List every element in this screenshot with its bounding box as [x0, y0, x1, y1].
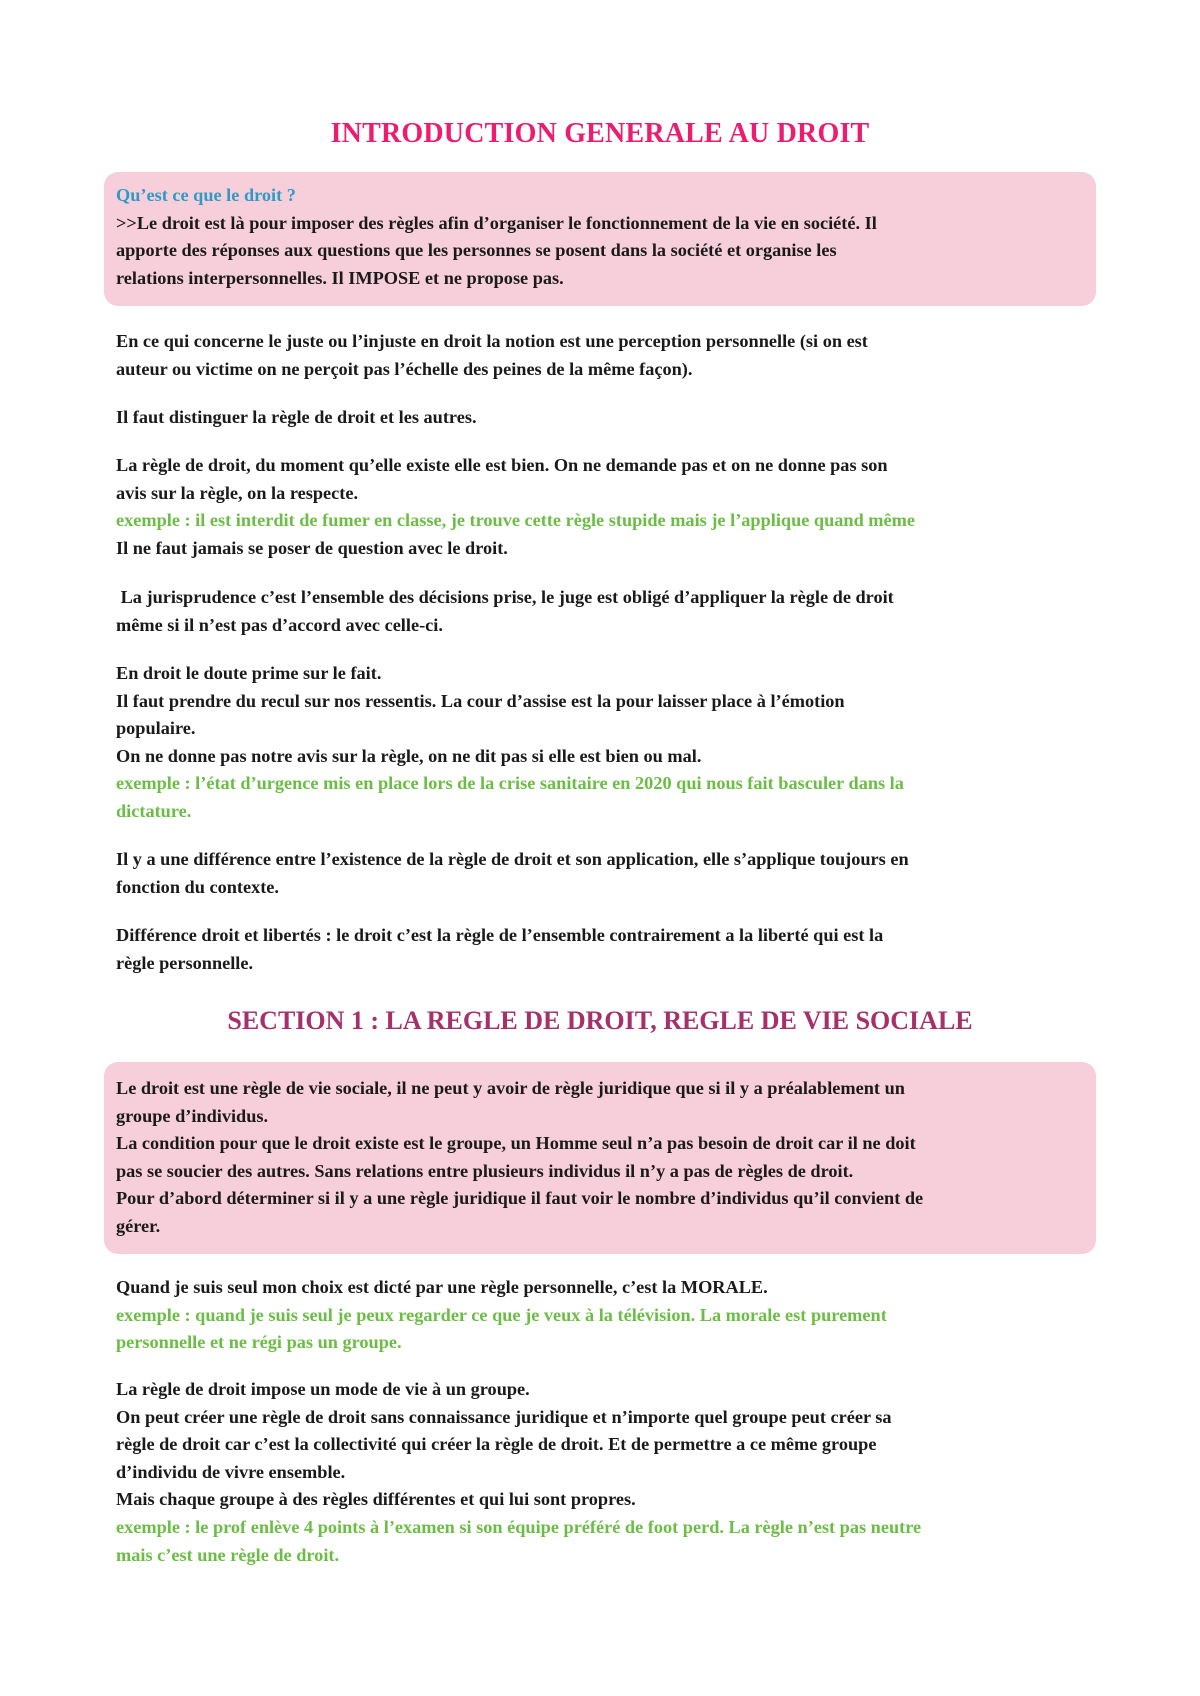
example-line: mais c’est une règle de droit.	[116, 1544, 340, 1565]
paragraph-morale	[116, 1274, 1096, 1357]
text-line: Quand je suis seul mon choix est dicté par une règle personnelle, c’est la MORALE.	[116, 1277, 768, 1297]
section-title: SECTION 1 : LA REGLE DE DROIT, REGLE DE VIE SOCIALE	[227, 1006, 973, 1035]
paragraph-distinguish	[116, 404, 1096, 432]
example-line: personnelle et ne régi pas un groupe.	[116, 1332, 402, 1353]
text-line: avis sur la règle, on la respecte.	[116, 482, 359, 503]
text-line: Différence droit et libertés : le droit c’est la règle de l’ensemble contrairement a la liberté qui est la	[116, 925, 884, 945]
paragraph-rule	[116, 452, 1096, 562]
paragraph-jurisprudence	[116, 584, 1096, 639]
box-line: Pour d’abord déterminer si il y a une règle juridique il faut voir le nombre d’individus qu’il convient de	[116, 1188, 924, 1209]
definition-box	[104, 172, 1096, 306]
text-line: fonction du contexte.	[116, 876, 279, 897]
text-line: règle de droit car c’est la collectivité qui créer la règle de droit. Et de permettre a ce même groupe	[116, 1434, 877, 1455]
example-line: exemple : l’état d’urgence mis en place lors de la crise sanitaire en 2020 qui nous fait basculer dans la	[116, 773, 904, 794]
text-line: populaire.	[116, 718, 196, 739]
text-line: règle personnelle.	[116, 952, 254, 973]
box-line: groupe d’individus.	[116, 1105, 269, 1126]
social-rule-box	[104, 1062, 1096, 1254]
text-line: En ce qui concerne le juste ou l’injuste en droit la notion est une perception personnelle (si on est	[116, 331, 868, 351]
example-line: exemple : quand je suis seul je peux regarder ce que je veux à la télévision. La morale est purement	[116, 1304, 887, 1325]
text-line: Il ne faut jamais se poser de question avec le droit.	[116, 537, 508, 558]
question-heading: Qu’est ce que le droit ?	[116, 185, 296, 205]
example-line: dictature.	[116, 800, 192, 821]
text-line: En droit le doute prime sur le fait.	[116, 663, 382, 683]
text-line: La jurisprudence c’est l’ensemble des décisions prise, le juge est obligé d’appliquer la règle de droit	[116, 587, 894, 607]
box-line: >>Le droit est là pour imposer des règles afin d’organiser le fonctionnement de la vie en société. Il	[116, 212, 877, 233]
example-line: exemple : il est interdit de fumer en classe, je trouve cette règle stupide mais je l’applique quand même	[116, 510, 915, 531]
box-line: pas se soucier des autres. Sans relations entre plusieurs individus il n’y a pas de règles de droit.	[116, 1160, 854, 1181]
text-line: Il y a une différence entre l’existence de la règle de droit et son application, elle s’applique toujours en	[116, 849, 909, 869]
box-line: La condition pour que le droit existe est le groupe, un Homme seul n’a pas besoin de droit car il ne doit	[116, 1133, 916, 1154]
document-title: INTRODUCTION GENERALE AU DROIT	[330, 118, 870, 149]
paragraph-justice	[116, 328, 1096, 383]
text-line: La règle de droit impose un mode de vie à un groupe.	[116, 1379, 530, 1399]
paragraph-application	[116, 846, 1096, 901]
text-line: La règle de droit, du moment qu’elle existe elle est bien. On ne demande pas et on ne donne pas son	[116, 455, 888, 475]
text-line: On ne donne pas notre avis sur la règle, on ne dit pas si elle est bien ou mal.	[116, 745, 702, 766]
text-line: Il faut distinguer la règle de droit et les autres.	[116, 407, 477, 427]
text-line: Il faut prendre du recul sur nos ressentis. La cour d’assise est la pour laisser place à l’émotion	[116, 690, 845, 711]
text-line: d’individu de vivre ensemble.	[116, 1461, 346, 1482]
paragraph-doubt	[116, 660, 1096, 826]
text-line: auteur ou victime on ne perçoit pas l’échelle des peines de la même façon).	[116, 358, 693, 379]
box-line: Le droit est une règle de vie sociale, il ne peut y avoir de règle juridique que si il y a préalablement un	[116, 1078, 905, 1098]
box-line: gérer.	[116, 1215, 161, 1236]
example-line: exemple : le prof enlève 4 points à l’examen si son équipe préféré de foot perd. La règle n’est pas neutre	[116, 1516, 922, 1537]
paragraph-group-rule	[116, 1376, 1096, 1569]
box-line: apporte des réponses aux questions que les personnes se posent dans la société et organise les	[116, 240, 837, 261]
text-line: Mais chaque groupe à des règles différentes et qui lui sont propres.	[116, 1489, 636, 1510]
text-line: même si il n’est pas d’accord avec celle-ci.	[116, 614, 443, 635]
box-line: relations interpersonnelles. Il IMPOSE et ne propose pas.	[116, 267, 564, 288]
paragraph-freedom	[116, 922, 1096, 977]
text-line: On peut créer une règle de droit sans connaissance juridique et n’importe quel groupe peut créer sa	[116, 1406, 892, 1427]
